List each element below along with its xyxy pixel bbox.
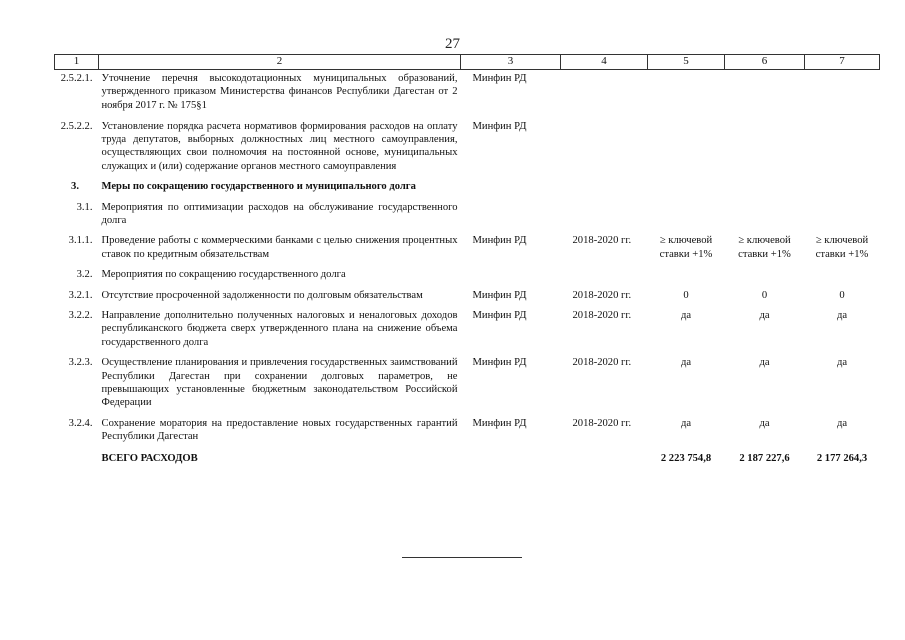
row-responsible: Минфин РД (472, 120, 527, 132)
row-number: 3. (71, 181, 79, 193)
row-number: 3.2. (76, 269, 93, 281)
row-value-2018: да (680, 417, 692, 429)
row-value-2018 (648, 266, 725, 286)
row-responsible: Минфин РД (472, 289, 527, 301)
row-measure-text: Сохранение моратория на предоставление новых государственных гарантий Республики Дагестан (101, 417, 458, 443)
row-value-2018 (648, 118, 725, 179)
table-row (55, 266, 880, 286)
row-value-2020 (805, 118, 880, 179)
header-row (55, 55, 880, 70)
row-value-2020 (805, 178, 880, 198)
row-value-2019 (725, 199, 805, 233)
row-measure-text: Установление порядка расчета нормативов формирования расходов на оплату труда депутатов, выборных должностных лиц местного самоуправления, осуществляющих свои полномочия на постоянной основе, муниципальных служащих и (или) содержание органов местного самоуправления (101, 120, 458, 172)
row-value-2020: да (836, 357, 848, 369)
row-term (561, 266, 648, 286)
row-responsible (461, 178, 561, 198)
row-responsible: Минфин РД (472, 235, 527, 247)
row-term: 2018-2020 гг. (572, 235, 632, 247)
row-term (561, 70, 648, 118)
column-header-2: 2 (99, 55, 461, 70)
row-value-2018: да (680, 309, 692, 321)
table-row (55, 232, 880, 266)
total-label: ВСЕГО РАСХОДОВ (101, 452, 198, 464)
total-number-cell (55, 449, 99, 470)
row-responsible: Минфин РД (472, 357, 527, 369)
row-term (561, 199, 648, 233)
page-number: 27 (445, 36, 460, 52)
row-measure-text: Направление дополнительно полученных налоговых и неналоговых доходов республиканского бюджета сверх утвержденного плана на снижение объема государственного долга (101, 309, 458, 348)
row-value-2020 (805, 70, 880, 118)
total-row (55, 449, 880, 470)
row-term (561, 178, 648, 198)
table-row (55, 70, 880, 118)
table-row (55, 354, 880, 415)
row-measure-text: Мероприятия по оптимизации расходов на обслуживание государственного долга (101, 201, 458, 226)
row-term: 2018-2020 гг. (572, 309, 632, 321)
row-value-2018: 0 (683, 289, 689, 301)
row-value-2020: ≥ ключевой ставки +1% (815, 235, 869, 260)
row-responsible (461, 266, 561, 286)
row-value-2020: 0 (839, 289, 845, 301)
total-value-2020: 2 177 264,3 (816, 452, 868, 464)
column-header-7: 7 (805, 55, 880, 70)
row-responsible (461, 199, 561, 233)
table-row (55, 415, 880, 449)
row-value-2018 (648, 199, 725, 233)
row-term: 2018-2020 гг. (572, 357, 632, 369)
row-number: 3.2.1. (68, 289, 93, 301)
row-value-2020: да (836, 417, 848, 429)
table-row (55, 199, 880, 233)
row-responsible: Минфин РД (472, 417, 527, 429)
row-value-2018: да (680, 357, 692, 369)
row-value-2019: да (759, 309, 770, 321)
row-number: 3.2.3. (68, 357, 93, 369)
row-value-2019: ≥ ключевой ставки +1% (738, 235, 791, 260)
row-value-2019 (725, 118, 805, 179)
row-number: 3.1.1. (68, 235, 93, 247)
row-value-2018: ≥ ключевой ставки +1% (659, 235, 713, 260)
measures-table (54, 54, 880, 470)
row-term: 2018-2020 гг. (572, 289, 632, 301)
row-measure-text: Проведение работы с коммерческими банками с целью снижения процентных ставок по кредитным обязательствам (101, 235, 458, 260)
row-value-2020 (805, 199, 880, 233)
row-measure-text: Мероприятия по сокращению государственного долга (101, 269, 346, 281)
row-measure-text: Уточнение перечня высокодотационных муниципальных образований, утвержденного приказом Министерства финансов Республики Дагестан от 2 ноября 2017 г. № 175§1 (101, 73, 458, 111)
row-value-2019 (725, 70, 805, 118)
row-value-2019: да (759, 417, 770, 429)
row-value-2020: да (836, 309, 848, 321)
row-term (561, 118, 648, 179)
row-value-2020 (805, 266, 880, 286)
column-header-5: 5 (648, 55, 725, 70)
total-empty-cell (561, 449, 648, 470)
row-measure-text: Отсутствие просроченной задолженности по долговым обязательствам (101, 289, 423, 301)
row-value-2019 (725, 178, 805, 198)
closing-rule (402, 557, 522, 558)
column-header-1: 1 (55, 55, 99, 70)
row-number: 3.2.4. (68, 417, 93, 429)
table-row (55, 118, 880, 179)
row-value-2018 (648, 70, 725, 118)
column-header-6: 6 (725, 55, 805, 70)
row-value-2019 (725, 266, 805, 286)
row-value-2018 (648, 178, 725, 198)
total-value-2018: 2 223 754,8 (660, 452, 712, 464)
row-number: 2.5.2.2. (60, 120, 93, 132)
row-number: 3.1. (76, 201, 93, 213)
row-value-2019: 0 (761, 289, 768, 301)
table-row (55, 307, 880, 354)
table-row (55, 178, 880, 198)
section-heading: Меры по сокращению государственного и муниципального долга (101, 181, 416, 193)
total-value-2019: 2 187 227,6 (739, 452, 790, 464)
row-term: 2018-2020 гг. (572, 417, 632, 429)
row-responsible: Минфин РД (472, 73, 527, 84)
row-number: 3.2.2. (68, 309, 93, 321)
column-header-3: 3 (461, 55, 561, 70)
table-row (55, 287, 880, 307)
row-measure-text: Осуществление планирования и привлечения государственных заимствований Республики Дагестан при сохранении долговых параметров, не превышающих установленные бюджетным законодательством Российской Федерации (101, 357, 458, 409)
row-number: 2.5.2.1. (60, 73, 93, 84)
row-value-2019: да (759, 357, 770, 369)
column-header-4: 4 (561, 55, 648, 70)
row-responsible: Минфин РД (472, 309, 527, 321)
total-empty-cell (461, 449, 561, 470)
